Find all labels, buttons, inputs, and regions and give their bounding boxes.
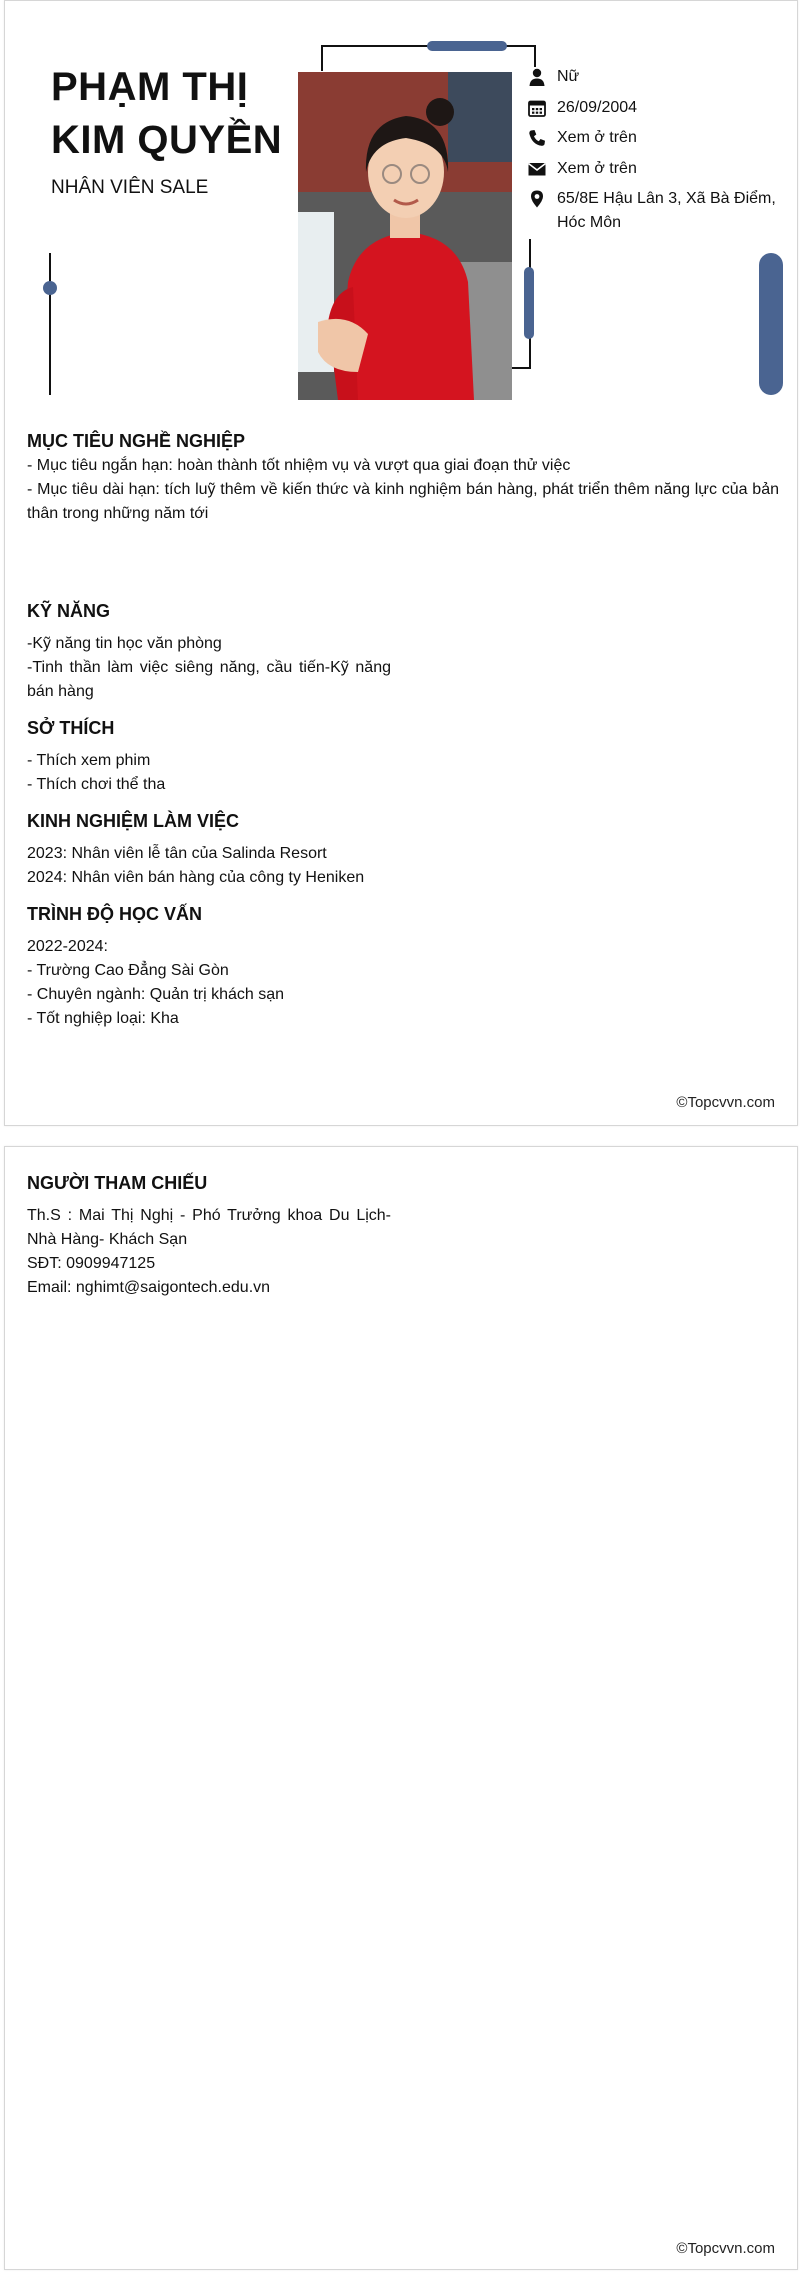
cv-page-2 [4,1146,798,2270]
objective-title: MỤC TIÊU NGHỀ NGHIỆP [27,431,246,451]
frame-line-left-side [49,253,51,395]
user-icon [527,67,547,87]
email-value: Xem ở trên [557,160,637,177]
skills-line: -Tinh thần làm việc siêng năng, cầu tiến-Kỹ năng bán hàng [27,659,391,700]
job-title: NHÂN VIÊN SALE [51,177,209,198]
hobbies-line: - Thích chơi thể tha [27,776,166,793]
skills-title: KỸ NĂNG [27,601,111,621]
experience-line: 2023: Nhân viên lễ tân của Salinda Resort [27,845,327,862]
envelope-icon [527,159,547,179]
education-line: - Tốt nghiệp loại: Kha [27,1010,179,1027]
birthday-value: 26/09/2004 [557,99,638,116]
accent-bar-right [524,267,534,339]
frame-line-bottom [510,367,531,369]
education-line: - Chuyên ngành: Quản trị khách sạn [27,986,285,1003]
footer-brand: ©Topcvvn.com [676,2240,775,2257]
frame-line-left [321,45,323,71]
education-line: - Trường Cao Đẳng Sài Gòn [27,962,229,979]
education-title: TRÌNH ĐỘ HỌC VẤN [27,904,202,924]
experience-title: KINH NGHIỆM LÀM VIỆC [27,811,240,831]
hobbies-line: - Thích xem phim [27,752,151,769]
references-line: Th.S : Mai Thị Nghị - Phó Trưởng khoa Du Lịch-Nhà Hàng- Khách Sạn [27,1207,391,1248]
calendar-icon [527,98,547,118]
gender-value: Nữ [557,68,580,85]
hobbies-title: SỞ THÍCH [27,718,115,738]
profile-photo-illustration [298,72,512,400]
objective-body [27,454,779,526]
phone-icon [527,128,547,148]
education-body [27,935,284,1031]
references-body [27,1204,391,1300]
name-line-2: KIM QUYỀN [51,118,283,162]
contact-birthday [527,98,789,118]
skills-line: -Kỹ năng tin học văn phòng [27,635,222,652]
references-line: Email: nghimt@saigontech.edu.vn [27,1279,271,1296]
references-line: SĐT: 0909947125 [27,1255,156,1272]
contact-email [527,159,789,179]
skills-body [27,632,391,704]
experience-line: 2024: Nhân viên bán hàng của công ty Heniken [27,869,365,886]
location-pin-icon [527,189,547,209]
accent-tab-edge [759,253,783,395]
footer-brand: ©Topcvvn.com [676,1094,775,1111]
contact-gender [527,67,789,87]
experience-body [27,842,364,890]
hobbies-body [27,749,165,797]
name-line-1: PHẠM THỊ [51,65,249,109]
contact-address [527,189,789,235]
address-value: 65/8E Hậu Lân 3, Xã Bà Điểm, Hóc Môn [557,190,776,231]
profile-photo [298,72,512,400]
accent-bar-top [427,41,507,51]
objective-line: - Mục tiêu dài hạn: tích luỹ thêm về kiến thức và kinh nghiệm bán hàng, phát triển thêm năng lực của bản thân trong những năm tới [27,481,779,522]
objective-line: - Mục tiêu ngắn hạn: hoàn thành tốt nhiệm vụ và vượt qua giai đoạn thử việc [27,457,571,474]
cv-page-1 [4,0,798,1126]
references-title: NGƯỜI THAM CHIẾU [27,1173,208,1193]
frame-line-right [534,45,536,67]
contact-phone [527,128,789,148]
candidate-name [51,61,282,167]
phone-value: Xem ở trên [557,129,637,146]
education-line: 2022-2024: [27,938,108,955]
accent-dot-left [43,281,57,295]
